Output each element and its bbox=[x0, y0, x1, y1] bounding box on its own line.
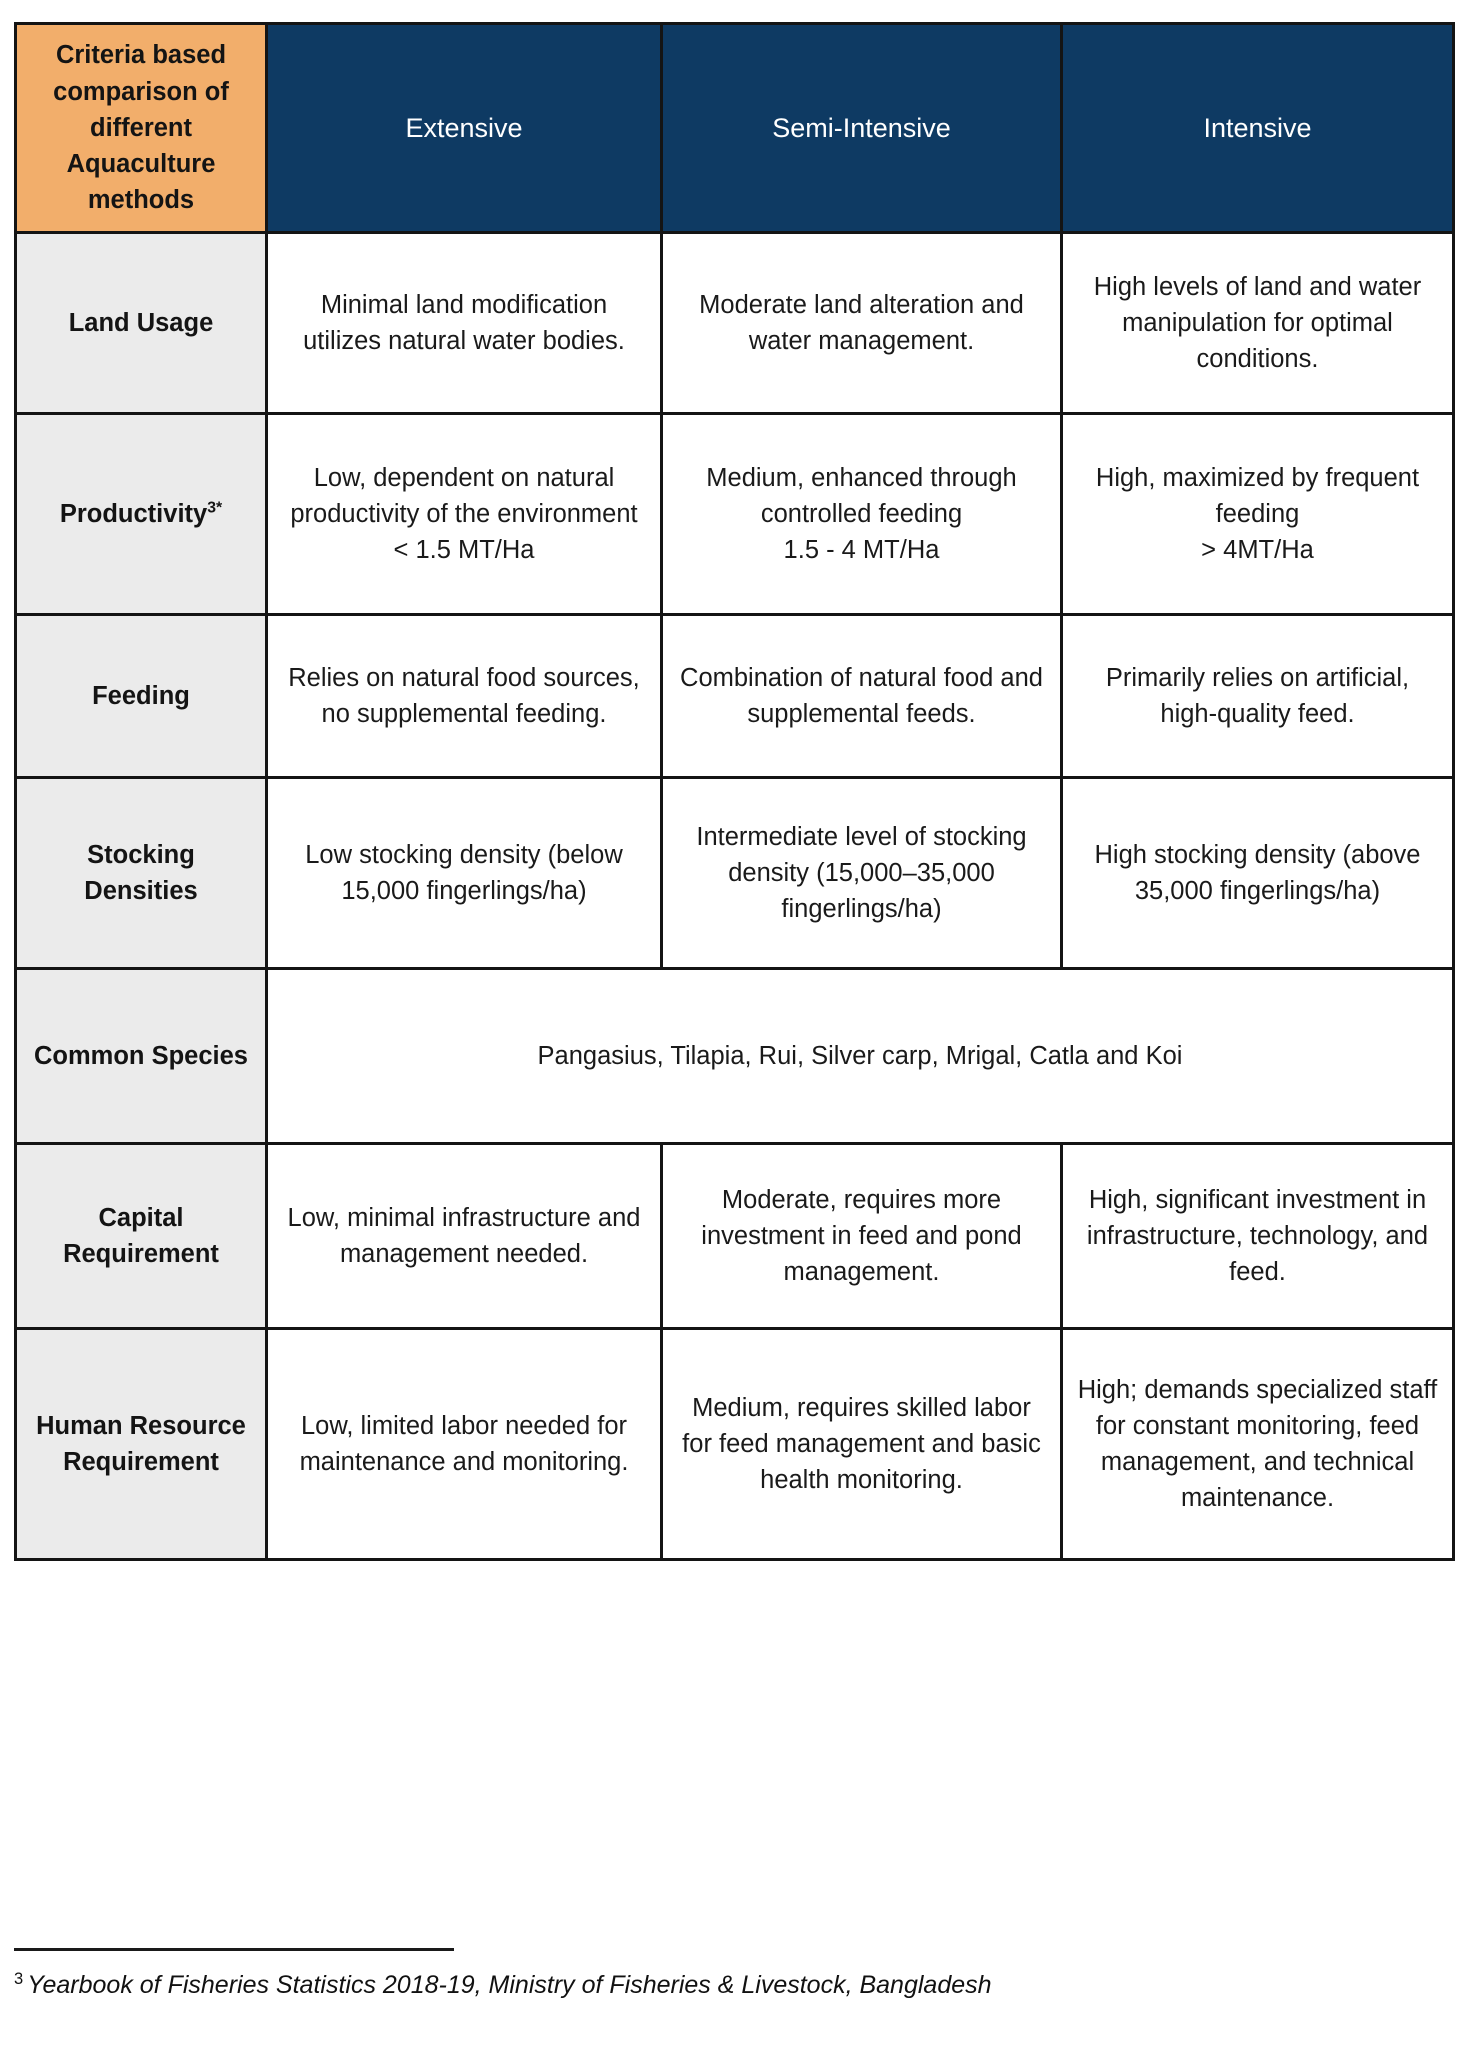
cell-stocking-densities-intensive: High stocking density (above 35,000 fingerlings/ha) bbox=[1062, 778, 1454, 969]
row-label-land-usage bbox=[16, 233, 267, 414]
table-title-cell: Criteria based comparison of different Aquaculture methods bbox=[16, 24, 267, 233]
row-label-capital-requirement bbox=[16, 1144, 267, 1329]
column-header-semi-intensive: Semi-Intensive bbox=[662, 24, 1062, 233]
table-row bbox=[16, 778, 1454, 969]
cell-human-resource-extensive: Low, limited labor needed for maintenance and monitoring. bbox=[267, 1329, 662, 1560]
column-header-extensive: Extensive bbox=[267, 24, 662, 233]
column-header-intensive: Intensive bbox=[1062, 24, 1454, 233]
table-row bbox=[16, 1144, 1454, 1329]
cell-human-resource-intensive: High; demands specialized staff for constant monitoring, feed management, and technical maintenance. bbox=[1062, 1329, 1454, 1560]
row-label-text: Human Resource Requirement bbox=[36, 1411, 246, 1476]
table-row bbox=[16, 1329, 1454, 1560]
cell-capital-requirement-semi-intensive: Moderate, requires more investment in feed and pond management. bbox=[662, 1144, 1062, 1329]
cell-stocking-densities-semi-intensive: Intermediate level of stocking density (15,000–35,000 fingerlings/ha) bbox=[662, 778, 1062, 969]
cell-capital-requirement-intensive: High, significant investment in infrastructure, technology, and feed. bbox=[1062, 1144, 1454, 1329]
cell-productivity-extensive: Low, dependent on natural productivity of the environment < 1.5 MT/Ha bbox=[267, 414, 662, 615]
row-label-text: Common Species bbox=[34, 1041, 248, 1070]
cell-common-species-all-methods: Pangasius, Tilapia, Rui, Silver carp, Mrigal, Catla and Koi bbox=[267, 969, 1454, 1144]
footnote-citation-text: Yearbook of Fisheries Statistics 2018-19, Ministry of Fisheries & Livestock, Bangladesh bbox=[27, 1971, 992, 1999]
table-row bbox=[16, 969, 1454, 1144]
table-row bbox=[16, 615, 1454, 778]
row-label-text: Productivity bbox=[59, 499, 208, 528]
cell-feeding-extensive: Relies on natural food sources, no supplemental feeding. bbox=[267, 615, 662, 778]
footnote bbox=[14, 1969, 1454, 2002]
cell-feeding-semi-intensive: Combination of natural food and supplemental feeds. bbox=[662, 615, 1062, 778]
cell-capital-requirement-extensive: Low, minimal infrastructure and management needed. bbox=[267, 1144, 662, 1329]
cell-land-usage-intensive: High levels of land and water manipulation for optimal conditions. bbox=[1062, 233, 1454, 414]
row-label-stocking-densities bbox=[16, 778, 267, 969]
row-label-text: Land Usage bbox=[68, 308, 214, 337]
footnote-marker: 3 bbox=[14, 1969, 24, 1988]
cell-productivity-intensive: High, maximized by frequent feeding > 4MT/Ha bbox=[1062, 414, 1454, 615]
header-row bbox=[16, 24, 1454, 233]
footnote-reference-marker: 3* bbox=[207, 499, 223, 517]
aquaculture-comparison-table-wrapper bbox=[14, 22, 1452, 1561]
footnote-separator-rule bbox=[14, 1948, 454, 1951]
row-label-productivity bbox=[16, 414, 267, 615]
table-row bbox=[16, 414, 1454, 615]
row-label-feeding bbox=[16, 615, 267, 778]
row-label-human-resource-requirement bbox=[16, 1329, 267, 1560]
row-label-text: Stocking Densities bbox=[84, 840, 198, 905]
table-header bbox=[16, 24, 1454, 233]
row-label-text: Capital Requirement bbox=[63, 1203, 219, 1268]
cell-land-usage-semi-intensive: Moderate land alteration and water management. bbox=[662, 233, 1062, 414]
cell-feeding-intensive: Primarily relies on artificial, high-quality feed. bbox=[1062, 615, 1454, 778]
aquaculture-comparison-table bbox=[14, 22, 1455, 1561]
table-body bbox=[16, 233, 1454, 1560]
row-label-common-species bbox=[16, 969, 267, 1144]
row-label-text: Feeding bbox=[92, 681, 190, 710]
cell-productivity-semi-intensive: Medium, enhanced through controlled feeding 1.5 - 4 MT/Ha bbox=[662, 414, 1062, 615]
cell-land-usage-extensive: Minimal land modification utilizes natural water bodies. bbox=[267, 233, 662, 414]
table-row bbox=[16, 233, 1454, 414]
cell-human-resource-semi-intensive: Medium, requires skilled labor for feed management and basic health monitoring. bbox=[662, 1329, 1062, 1560]
cell-stocking-densities-extensive: Low stocking density (below 15,000 fingerlings/ha) bbox=[267, 778, 662, 969]
footnote-area bbox=[14, 1948, 1454, 2002]
